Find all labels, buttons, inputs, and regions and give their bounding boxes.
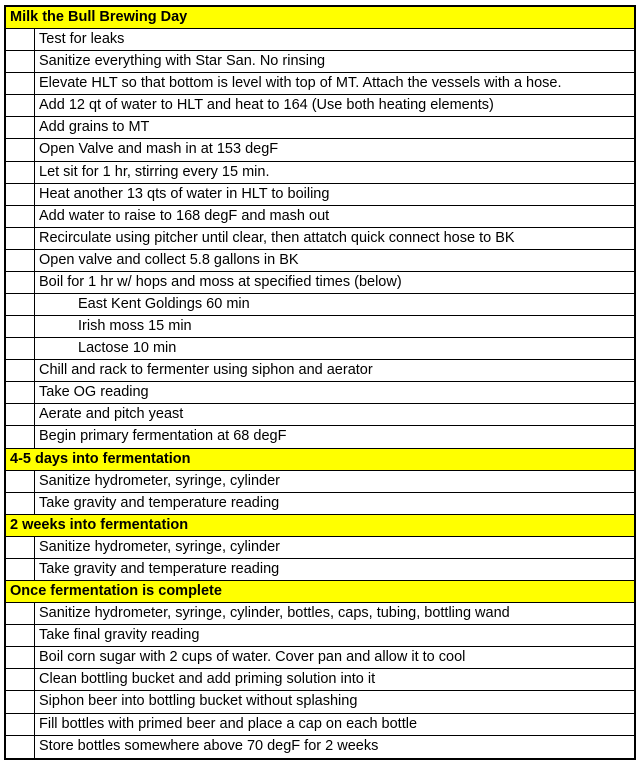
section-header [6, 449, 634, 471]
task-row [6, 360, 634, 382]
checkbox-cell[interactable] [6, 360, 35, 381]
brewing-checklist-table [4, 5, 636, 760]
task-row [6, 404, 634, 426]
checkbox-cell[interactable] [6, 647, 35, 668]
checkbox-cell[interactable] [6, 736, 35, 758]
checkbox-cell[interactable] [6, 95, 35, 116]
checkbox-cell[interactable] [6, 426, 35, 447]
task-text: Let sit for 1 hr, stirring every 15 min. [39, 163, 270, 180]
checkbox-cell[interactable] [6, 184, 35, 205]
task-row [6, 471, 634, 493]
task-row [6, 493, 634, 515]
task-text: Sanitize hydrometer, syringe, cylinder [39, 472, 280, 489]
section-title: Once fermentation is complete [10, 583, 222, 600]
section-title: 2 weeks into fermentation [10, 516, 189, 533]
section-header [6, 515, 634, 537]
task-row [6, 228, 634, 250]
task-text: Open Valve and mash in at 153 degF [39, 141, 279, 158]
checkbox-cell[interactable] [6, 625, 35, 646]
checkbox-cell[interactable] [6, 537, 35, 558]
task-row [6, 426, 634, 448]
task-text: Take final gravity reading [39, 627, 200, 644]
task-row [6, 73, 634, 95]
section-header [6, 581, 634, 603]
checkbox-cell[interactable] [6, 493, 35, 514]
checkbox-cell[interactable] [6, 382, 35, 403]
task-row [6, 691, 634, 713]
checkbox-cell[interactable] [6, 691, 35, 712]
task-row [6, 117, 634, 139]
checkbox-cell[interactable] [6, 669, 35, 690]
checkbox-cell[interactable] [6, 162, 35, 183]
task-text: Take gravity and temperature reading [39, 494, 280, 511]
section-header [6, 7, 634, 29]
checkbox-cell[interactable] [6, 603, 35, 624]
task-row [6, 29, 634, 51]
task-text: Take OG reading [39, 384, 149, 401]
task-row [6, 537, 634, 559]
task-row [6, 669, 634, 691]
task-row [6, 625, 634, 647]
task-row [6, 338, 634, 360]
task-text: Lactose 10 min [78, 340, 177, 357]
task-row [6, 647, 634, 669]
task-text: Fill bottles with primed beer and place a cap on each bottle [39, 715, 418, 732]
task-row [6, 184, 634, 206]
task-row [6, 139, 634, 161]
task-row [6, 559, 634, 581]
section-title: Milk the Bull Brewing Day [10, 9, 188, 25]
checkbox-cell[interactable] [6, 338, 35, 359]
checkbox-cell[interactable] [6, 206, 35, 227]
section-title: 4-5 days into fermentation [10, 450, 191, 467]
checkbox-cell[interactable] [6, 73, 35, 94]
task-row [6, 603, 634, 625]
task-text: Test for leaks [39, 31, 125, 48]
checkbox-cell[interactable] [6, 471, 35, 492]
task-text: Add grains to MT [39, 119, 150, 136]
task-text: Chill and rack to fermenter using siphon and aerator [39, 362, 373, 379]
checkbox-cell[interactable] [6, 250, 35, 271]
task-text: Heat another 13 qts of water in HLT to boiling [39, 185, 330, 202]
task-text: Clean bottling bucket and add priming solution into it [39, 671, 376, 688]
task-text: East Kent Goldings 60 min [78, 296, 250, 313]
checkbox-cell[interactable] [6, 139, 35, 160]
checkbox-cell[interactable] [6, 29, 35, 50]
task-row [6, 95, 634, 117]
task-row [6, 382, 634, 404]
task-row [6, 736, 634, 758]
task-text: Irish moss 15 min [78, 318, 192, 335]
task-text: Sanitize everything with Star San. No rinsing [39, 53, 326, 70]
task-text: Add water to raise to 168 degF and mash out [39, 207, 330, 224]
task-row [6, 206, 634, 228]
task-text: Boil corn sugar with 2 cups of water. Cover pan and allow it to cool [39, 649, 466, 666]
task-text: Open valve and collect 5.8 gallons in BK [39, 251, 299, 268]
checkbox-cell[interactable] [6, 294, 35, 315]
task-text: Sanitize hydrometer, syringe, cylinder, bottles, caps, tubing, bottling wand [39, 605, 510, 622]
checkbox-cell[interactable] [6, 714, 35, 735]
checkbox-cell[interactable] [6, 117, 35, 138]
task-row [6, 51, 634, 73]
task-row [6, 294, 634, 316]
task-text: Sanitize hydrometer, syringe, cylinder [39, 538, 280, 555]
task-row [6, 250, 634, 272]
task-text: Recirculate using pitcher until clear, then attatch quick connect hose to BK [39, 229, 515, 246]
task-text: Elevate HLT so that bottom is level with top of MT. Attach the vessels with a hose. [39, 75, 562, 92]
checkbox-cell[interactable] [6, 272, 35, 293]
task-text: Boil for 1 hr w/ hops and moss at specified times (below) [39, 273, 402, 290]
task-text: Begin primary fermentation at 68 degF [39, 428, 287, 445]
checkbox-cell[interactable] [6, 316, 35, 337]
task-text: Aerate and pitch yeast [39, 406, 184, 423]
task-row [6, 272, 634, 294]
task-row [6, 162, 634, 184]
task-text: Siphon beer into bottling bucket without splashing [39, 693, 358, 710]
task-row [6, 316, 634, 338]
checkbox-cell[interactable] [6, 228, 35, 249]
checkbox-cell[interactable] [6, 559, 35, 580]
task-text: Take gravity and temperature reading [39, 560, 280, 577]
task-text: Add 12 qt of water to HLT and heat to 164 (Use both heating elements) [39, 97, 494, 114]
checkbox-cell[interactable] [6, 51, 35, 72]
task-row [6, 714, 634, 736]
checkbox-cell[interactable] [6, 404, 35, 425]
task-text: Store bottles somewhere above 70 degF for 2 weeks [39, 737, 379, 754]
